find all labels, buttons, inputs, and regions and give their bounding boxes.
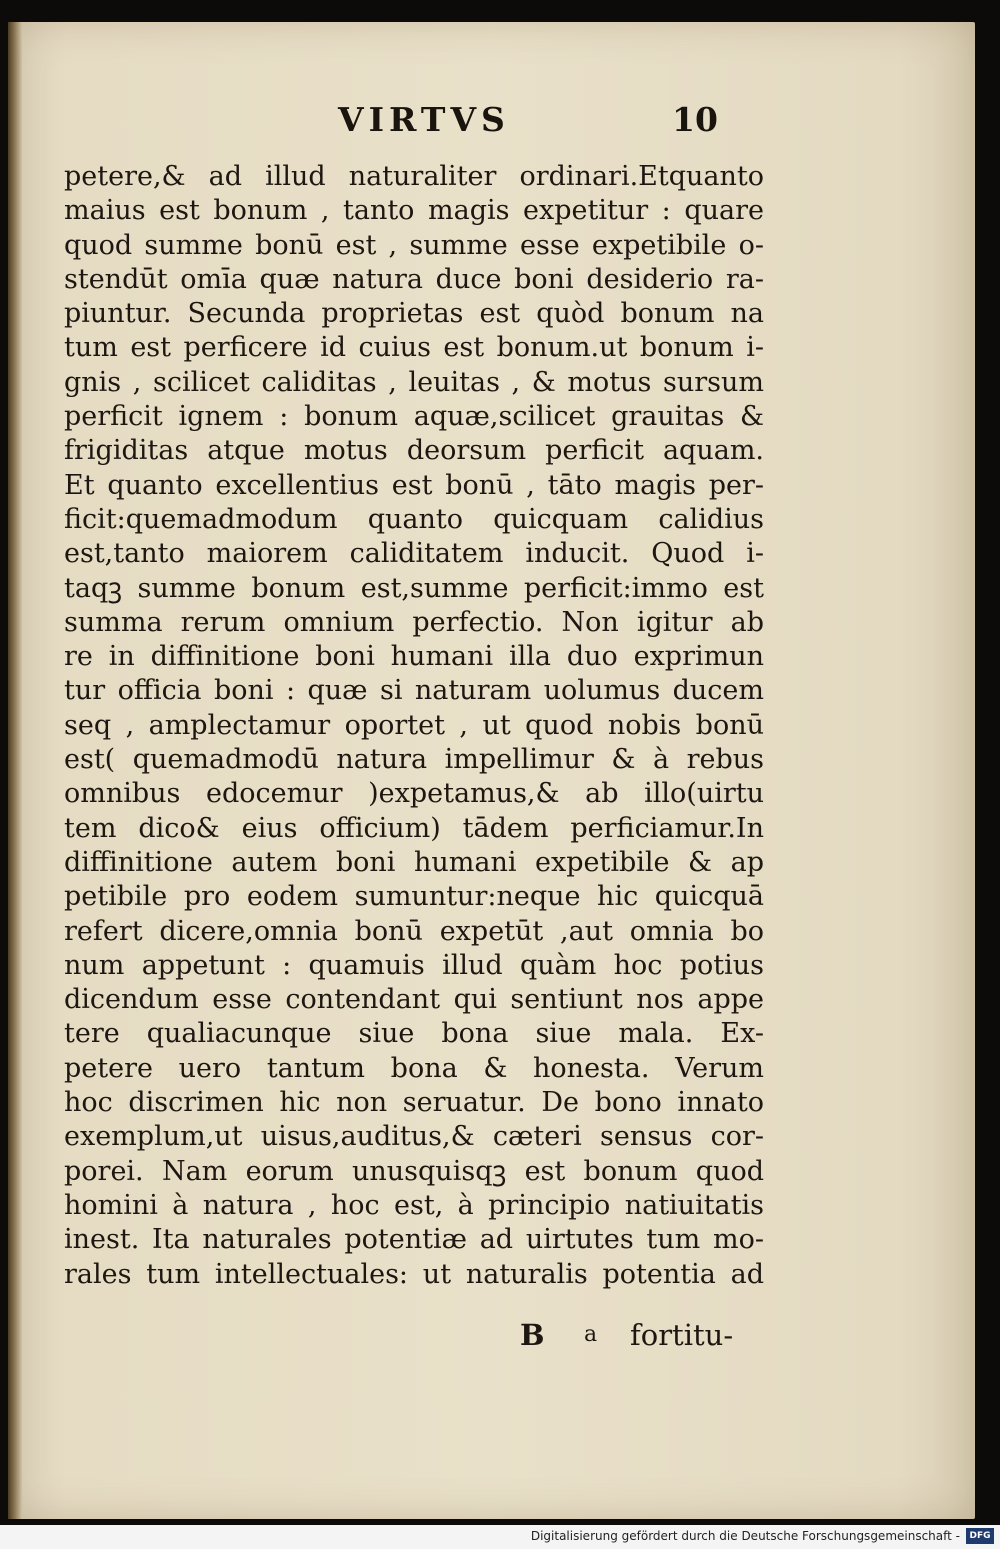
signature-number: a — [584, 1322, 598, 1347]
text-line: petere,& ad illud naturaliter ordinari.Etquanto — [64, 161, 764, 192]
text-line: diffinitione autem boni humani expetibile & ap — [64, 846, 764, 878]
signature-mark: B — [520, 1318, 545, 1352]
text-line: re in diffinitione boni humani illa duo exprimun — [64, 641, 764, 673]
body-text — [64, 160, 764, 1292]
text-line: seq , amplectamur oportet , ut quod nobis bonū — [64, 709, 764, 741]
text-line: refert dicere,omnia bonū expetūt ,aut omnia bo — [64, 915, 764, 947]
text-line: num appetunt : quamuis illud quàm hoc potius — [64, 949, 764, 981]
text-line: piuntur. Secunda proprietas est quòd bonum na — [64, 298, 764, 330]
text-line: inest. Ita naturales potentiæ ad uirtutes tum mo- — [64, 1224, 764, 1256]
text-line: gnis , scilicet caliditas , leuitas , & motus sursum — [64, 366, 764, 398]
book-page — [8, 22, 975, 1519]
text-line: Et quanto excellentius est bonū , tāto magis per- — [64, 469, 764, 501]
text-line: petibile pro eodem sumuntur:neque hic quicquā — [64, 881, 764, 913]
text-line: ficit:quemadmodum quanto quicquam calidius — [64, 503, 764, 535]
text-line: est,tanto maiorem caliditatem inducit. Quod i- — [64, 538, 764, 570]
text-line: tur officia boni : quæ si naturam uolumus ducem — [64, 675, 764, 707]
text-line: perficit ignem : bonum aquæ,scilicet grauitas & — [64, 401, 764, 433]
page-gutter — [8, 22, 22, 1519]
footer-band — [0, 1525, 1000, 1549]
funding-credit: Digitalisierung gefördert durch die Deutsche Forschungsgemeinschaft - — [530, 1529, 960, 1543]
text-line: est( quemadmodū natura impellimur & à rebus — [64, 744, 764, 776]
text-line: tum est perficere id cuius est bonum.ut bonum i- — [64, 332, 764, 364]
text-line: summa rerum omnium perfectio. Non igitur ab — [64, 606, 764, 638]
text-line: petere uero tantum bona & honesta. Verum — [64, 1052, 764, 1084]
text-line: tem dico& eius officium) tādem perficiamur.In — [64, 812, 764, 844]
text-line: dicendum esse contendant qui sentiunt nos appe — [64, 984, 764, 1016]
text-line: taqꝫ summe bonum est,summe perficit:immo est — [64, 572, 764, 604]
catch-line — [8, 1318, 975, 1358]
catchword: fortitu- — [630, 1318, 734, 1352]
text-line: porei. Nam eorum unusquisqꝫ est bonum quod — [64, 1155, 764, 1187]
text-line: hoc discrimen hic non seruatur. De bono innato — [64, 1087, 764, 1119]
text-line: stendūt omīa quæ natura duce boni desiderio ra- — [64, 263, 764, 295]
text-line: quod summe bonū est , summe esse expetibile o- — [64, 229, 764, 261]
running-title: VIRTVS — [338, 100, 510, 139]
text-line: tere qualiacunque siue bona siue mala. Ex- — [64, 1018, 764, 1050]
text-line: homini à natura , hoc est, à principio natiuitatis — [64, 1189, 764, 1221]
text-line: rales tum intellectuales: ut naturalis potentia ad — [64, 1258, 764, 1290]
text-line: omnibus edocemur )expetamus,& ab illo(uirtu — [64, 778, 764, 810]
dfg-logo: DFG — [966, 1528, 994, 1544]
text-line: exemplum,ut uisus,auditus,& cæteri sensus cor- — [64, 1121, 764, 1153]
text-line: maius est bonum , tanto magis expetitur : quare — [64, 195, 764, 227]
text-line: frigiditas atque motus deorsum perficit aquam. — [64, 435, 764, 467]
page-header — [8, 100, 975, 140]
folio-number: 10 — [672, 100, 718, 139]
